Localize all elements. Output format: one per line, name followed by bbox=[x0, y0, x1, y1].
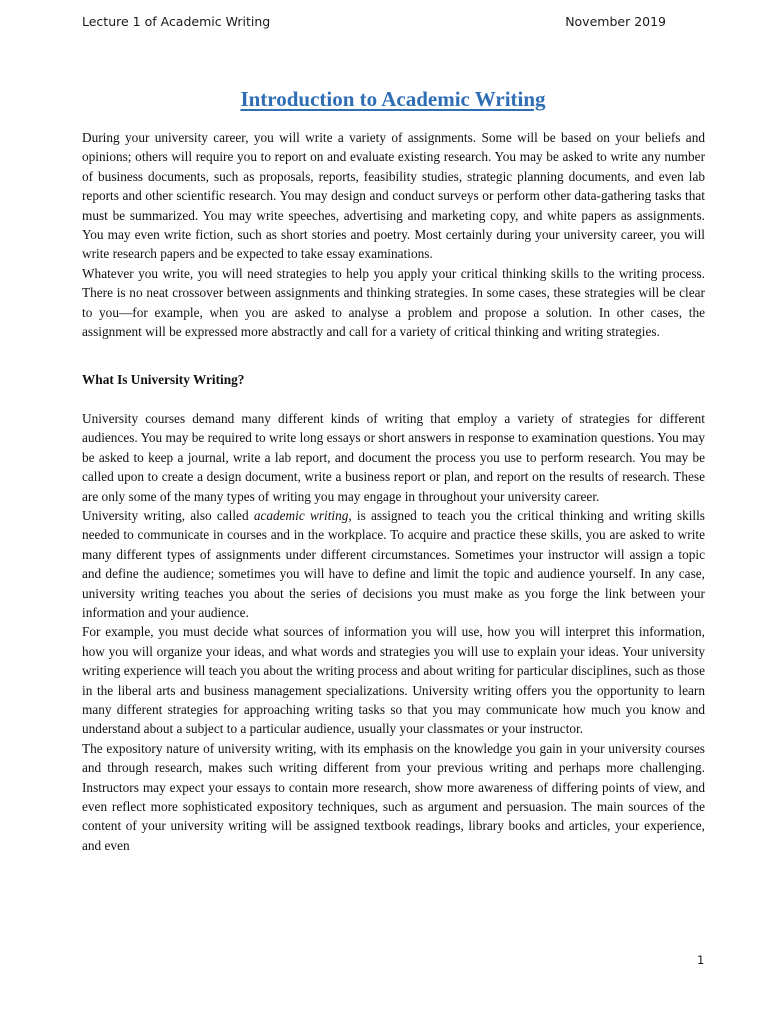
document-body bbox=[82, 128, 705, 855]
page-header bbox=[82, 14, 666, 29]
section-paragraph-4: The expository nature of university writing, with its emphasis on the knowledge you gain in your university courses and through research, makes such writing different from your previous writing and perhaps more challenging. Instructors may expect your essays to contain more research, show more awareness of differing points of view, and even reflect more sophisticated expository techniques, such as argument and persuasion. The main sources of the content of your university writing will be assigned textbook readings, library books and articles, your experience, and even bbox=[82, 740, 705, 853]
spacer bbox=[82, 390, 705, 409]
document-title: Introduction to Academic Writing bbox=[240, 87, 546, 111]
intro-paragraph-2: Whatever you write, you will need strategies to help you apply your critical thinking skills to the writing process. There is no neat crossover between assignments and thinking strategies. In some cases, these strategies will be clear to you—for example, when you are asked to analyse a problem and propose a solution. In other cases, the assignment will be expressed more abstractly and call for a variety of critical thinking and writing strategies. bbox=[82, 265, 705, 340]
academic-writing-term: academic writing, bbox=[253, 507, 352, 523]
paragraph-2-start: University writing, also called bbox=[82, 507, 254, 523]
section-paragraph-1: University courses demand many different kinds of writing that employ a variety of strategies for different audiences. You may be required to write long essays or short answers in response to examination questions. You may be asked to keep a journal, write a lab report, and document the process you use to perform research. You may be called upon to create a design document, write a business report or plan, and report on the results of research. These are only some of the many types of writing you may engage in throughout your university career. bbox=[82, 410, 705, 504]
paragraph-2-rest: is assigned to teach you the critical thinking and writing skills needed to communicate in courses and in the workplace. To acquire and practice these skills, you are asked to write many different types of assignments under different circumstances. Sometimes your instructor will assign a topic and define the audience; sometimes you will have to define and limit the topic and audience yourself. In any case, university writing teaches you about the series of decisions you must make as you forge the link between your information and your audience. bbox=[82, 507, 705, 620]
page-number: 1 bbox=[697, 953, 705, 967]
header-lecture-title: Lecture 1 of Academic Writing bbox=[82, 14, 271, 29]
section-paragraph-2 bbox=[82, 506, 705, 622]
section-heading: What Is University Writing? bbox=[82, 372, 245, 388]
spacer bbox=[82, 341, 705, 370]
section-paragraph-3: For example, you must decide what sources of information you will use, how you will interpret this information, how you will organize your ideas, and what words and strategies you will use to explain your ideas. Your university writing experience will teach you about the writing process and about writing for particular disciplines, such as those in the liberal arts and business management specializations. University writing offers you the opportunity to learn many different strategies for approaching writing tasks so that you may communicate how much you know and understand about a subject to a particular audience, usually your classmates or your instructor. bbox=[82, 624, 705, 737]
intro-paragraph-1: During your university career, you will write a variety of assignments. Some will be based on your beliefs and opinions; others will require you to report on and evaluate existing research. You may be asked to write any number of business documents, such as proposals, reports, feasibility studies, strategic planning documents, and even lab reports and other scientific research. You may design and conduct surveys or perform other data-gathering tasks that must be summarized. You may write speeches, advertising and marketing copy, and white papers as assignments. You may even write fiction, such as short stories and poetry. Most certainly during your university career, you will write research papers and be expected to take essay examinations. bbox=[82, 130, 705, 262]
header-date: November 2019 bbox=[565, 14, 666, 29]
